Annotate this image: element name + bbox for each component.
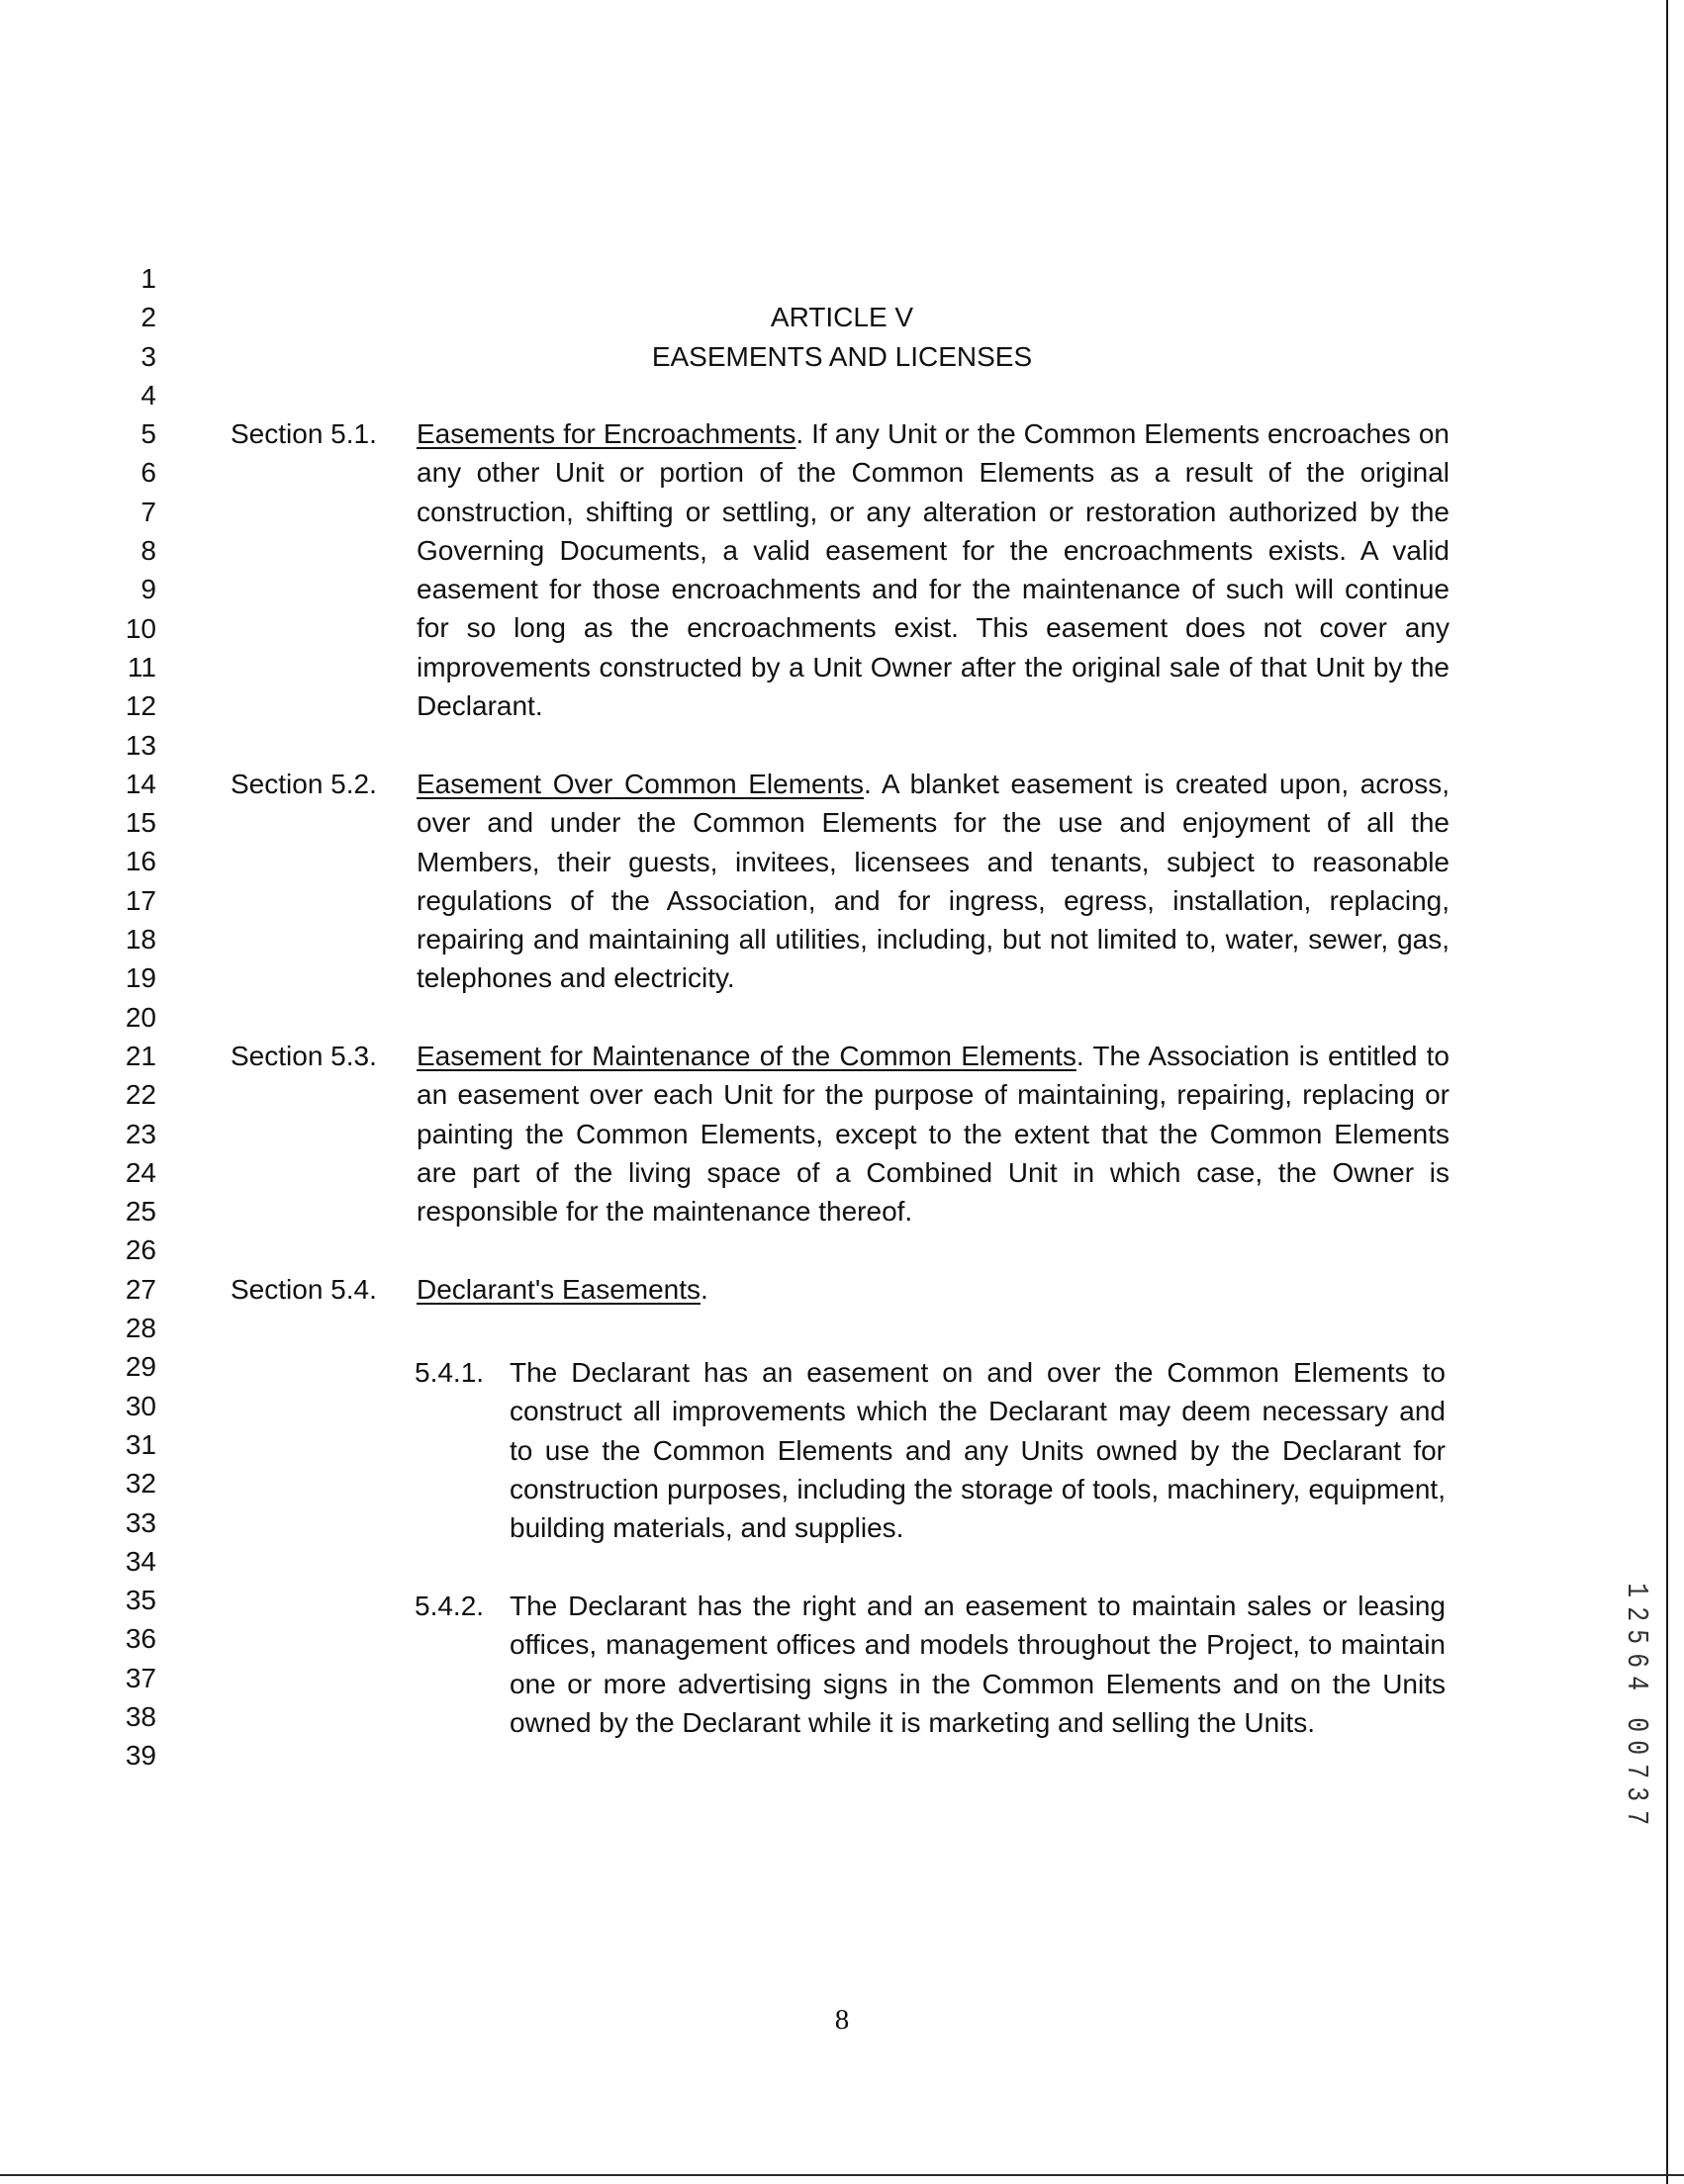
line-number: 11 [127, 651, 156, 682]
line-number: 23 [125, 1118, 156, 1149]
line-number: 21 [125, 1040, 156, 1071]
section-label: Section 5.4. [231, 1274, 377, 1305]
heading-period: . [1076, 1041, 1084, 1071]
line-number: 6 [140, 457, 156, 489]
stamp-digit: 1 [1618, 1583, 1653, 1598]
line-number: 16 [125, 846, 156, 877]
line-number: 22 [125, 1079, 156, 1111]
line-number: 32 [125, 1468, 156, 1500]
line-number: 17 [125, 884, 156, 916]
line-number: 24 [125, 1156, 156, 1188]
line-number: 14 [125, 768, 156, 799]
recording-stamp [1618, 1579, 1653, 1829]
line-number: 13 [125, 729, 156, 761]
line-number: 28 [125, 1313, 156, 1344]
stamp-digit: 2 [1618, 1605, 1653, 1621]
line-number-column [99, 259, 156, 1775]
stamp-digit: 5 [1618, 1629, 1653, 1645]
section-5-4-body [417, 1270, 1450, 1309]
page-number: 8 [834, 2004, 850, 2036]
section-label: Section 5.1. [231, 418, 377, 449]
line-number: 4 [140, 379, 156, 410]
line-number: 10 [125, 612, 156, 644]
article-number: ARTICLE V [770, 302, 914, 332]
section-5-2-body [417, 765, 1450, 998]
section-heading: Declarant's Easements [417, 1274, 702, 1305]
section-heading: Easement for Maintenance of the Common Elements [417, 1041, 1076, 1071]
stamp-digit: 7 [1618, 1763, 1653, 1778]
line-number: 1 [140, 263, 156, 294]
line-number: 5 [140, 418, 156, 450]
line-number: 30 [125, 1390, 156, 1421]
line-number: 26 [125, 1234, 156, 1266]
line-number: 9 [140, 574, 156, 605]
line-number: 7 [140, 496, 156, 527]
line-number: 37 [125, 1662, 156, 1693]
line-number: 12 [125, 690, 156, 722]
line-number: 39 [125, 1740, 156, 1772]
line-number: 33 [125, 1506, 156, 1538]
heading-period: . [795, 418, 804, 449]
subsection-label: 5.4.2. [415, 1591, 485, 1621]
section-text: The Association is entitled to an easement over each Unit for the purpose of maintaining, repairing, replacing or painting the Common Elements, except to the extent that the Common Elements are part of the living space of a Combined Unit in which case, the Owner is responsible for the maintenance thereof. [417, 1041, 1450, 1228]
line-number: 3 [140, 340, 156, 372]
line-number: 31 [125, 1428, 156, 1460]
section-text: If any Unit or the Common Elements encroaches on any other Unit or portion of the Common Elements as a result of the original construction, shifting or settling, or any alteration or restoration authorized by the Governing Documents, a valid easement for the encroachments exists. A valid easement for those encroachments and for the maintenance of such will continue for so long as the encroachments exist. This easement does not cover any improvements constructed by a Unit Owner after the original sale of that Unit by the Declarant. [417, 418, 1450, 722]
stamp-digit: 7 [1618, 1809, 1653, 1825]
section-5-1-body [417, 414, 1450, 725]
subsection-text: The Declarant has an easement on and over the Common Elements to construct all improvements which the Declarant may deem necessary and to use the Common Elements and any Units owned by the Declarant for construction purposes, including the storage of tools, machinery, equipment, building materials, and supplies. [510, 1357, 1446, 1544]
stamp-digit: 4 [1618, 1676, 1653, 1691]
heading-period: . [701, 1274, 708, 1305]
section-heading: Easements for Encroachments [417, 418, 796, 449]
line-number: 27 [125, 1273, 156, 1305]
heading-period: . [863, 769, 872, 799]
line-number: 25 [125, 1196, 156, 1228]
stamp-digit: 3 [1618, 1786, 1653, 1802]
line-number: 36 [125, 1623, 156, 1655]
section-text: A blanket easement is created upon, across, over and under the Common Elements for the use and enjoyment of all the Members, their guests, invitees, licensees and tenants, subject to reasonable regulations of the Association, and for ingress, egress, installation, replacing, repairing and maintaining all utilities, including, but not limited to, water, sewer, gas, telephones and electricity. [417, 769, 1450, 994]
section-5-3-body [417, 1037, 1450, 1230]
stamp-digit: 6 [1618, 1652, 1653, 1668]
line-number: 8 [140, 535, 156, 567]
section-heading: Easement Over Common Elements [417, 769, 864, 799]
line-number: 15 [125, 807, 156, 839]
section-label: Section 5.3. [231, 1041, 377, 1071]
line-number: 34 [125, 1545, 156, 1577]
line-number: 18 [125, 924, 156, 956]
line-number: 29 [125, 1351, 156, 1383]
stamp-gap [1621, 1695, 1650, 1713]
line-number: 20 [125, 1001, 156, 1033]
line-number: 2 [140, 302, 156, 333]
subsection-text: The Declarant has the right and an easement to maintain sales or leasing offices, management offices and models throughout the Project, to maintain one or more advertising signs in the Common Elements and on the Units owned by the Declarant while it is marketing and selling the Units. [510, 1591, 1446, 1738]
stamp-digit: 0 [1618, 1740, 1653, 1756]
stamp-digit: 0 [1618, 1716, 1653, 1732]
subsection-label: 5.4.1. [415, 1357, 485, 1388]
section-label: Section 5.2. [231, 769, 377, 799]
line-number: 35 [125, 1585, 156, 1616]
article-title: EASEMENTS AND LICENSES [651, 341, 1033, 372]
scan-edge-bottom [0, 2174, 1684, 2176]
line-number: 38 [125, 1700, 156, 1732]
line-number: 19 [125, 962, 156, 994]
